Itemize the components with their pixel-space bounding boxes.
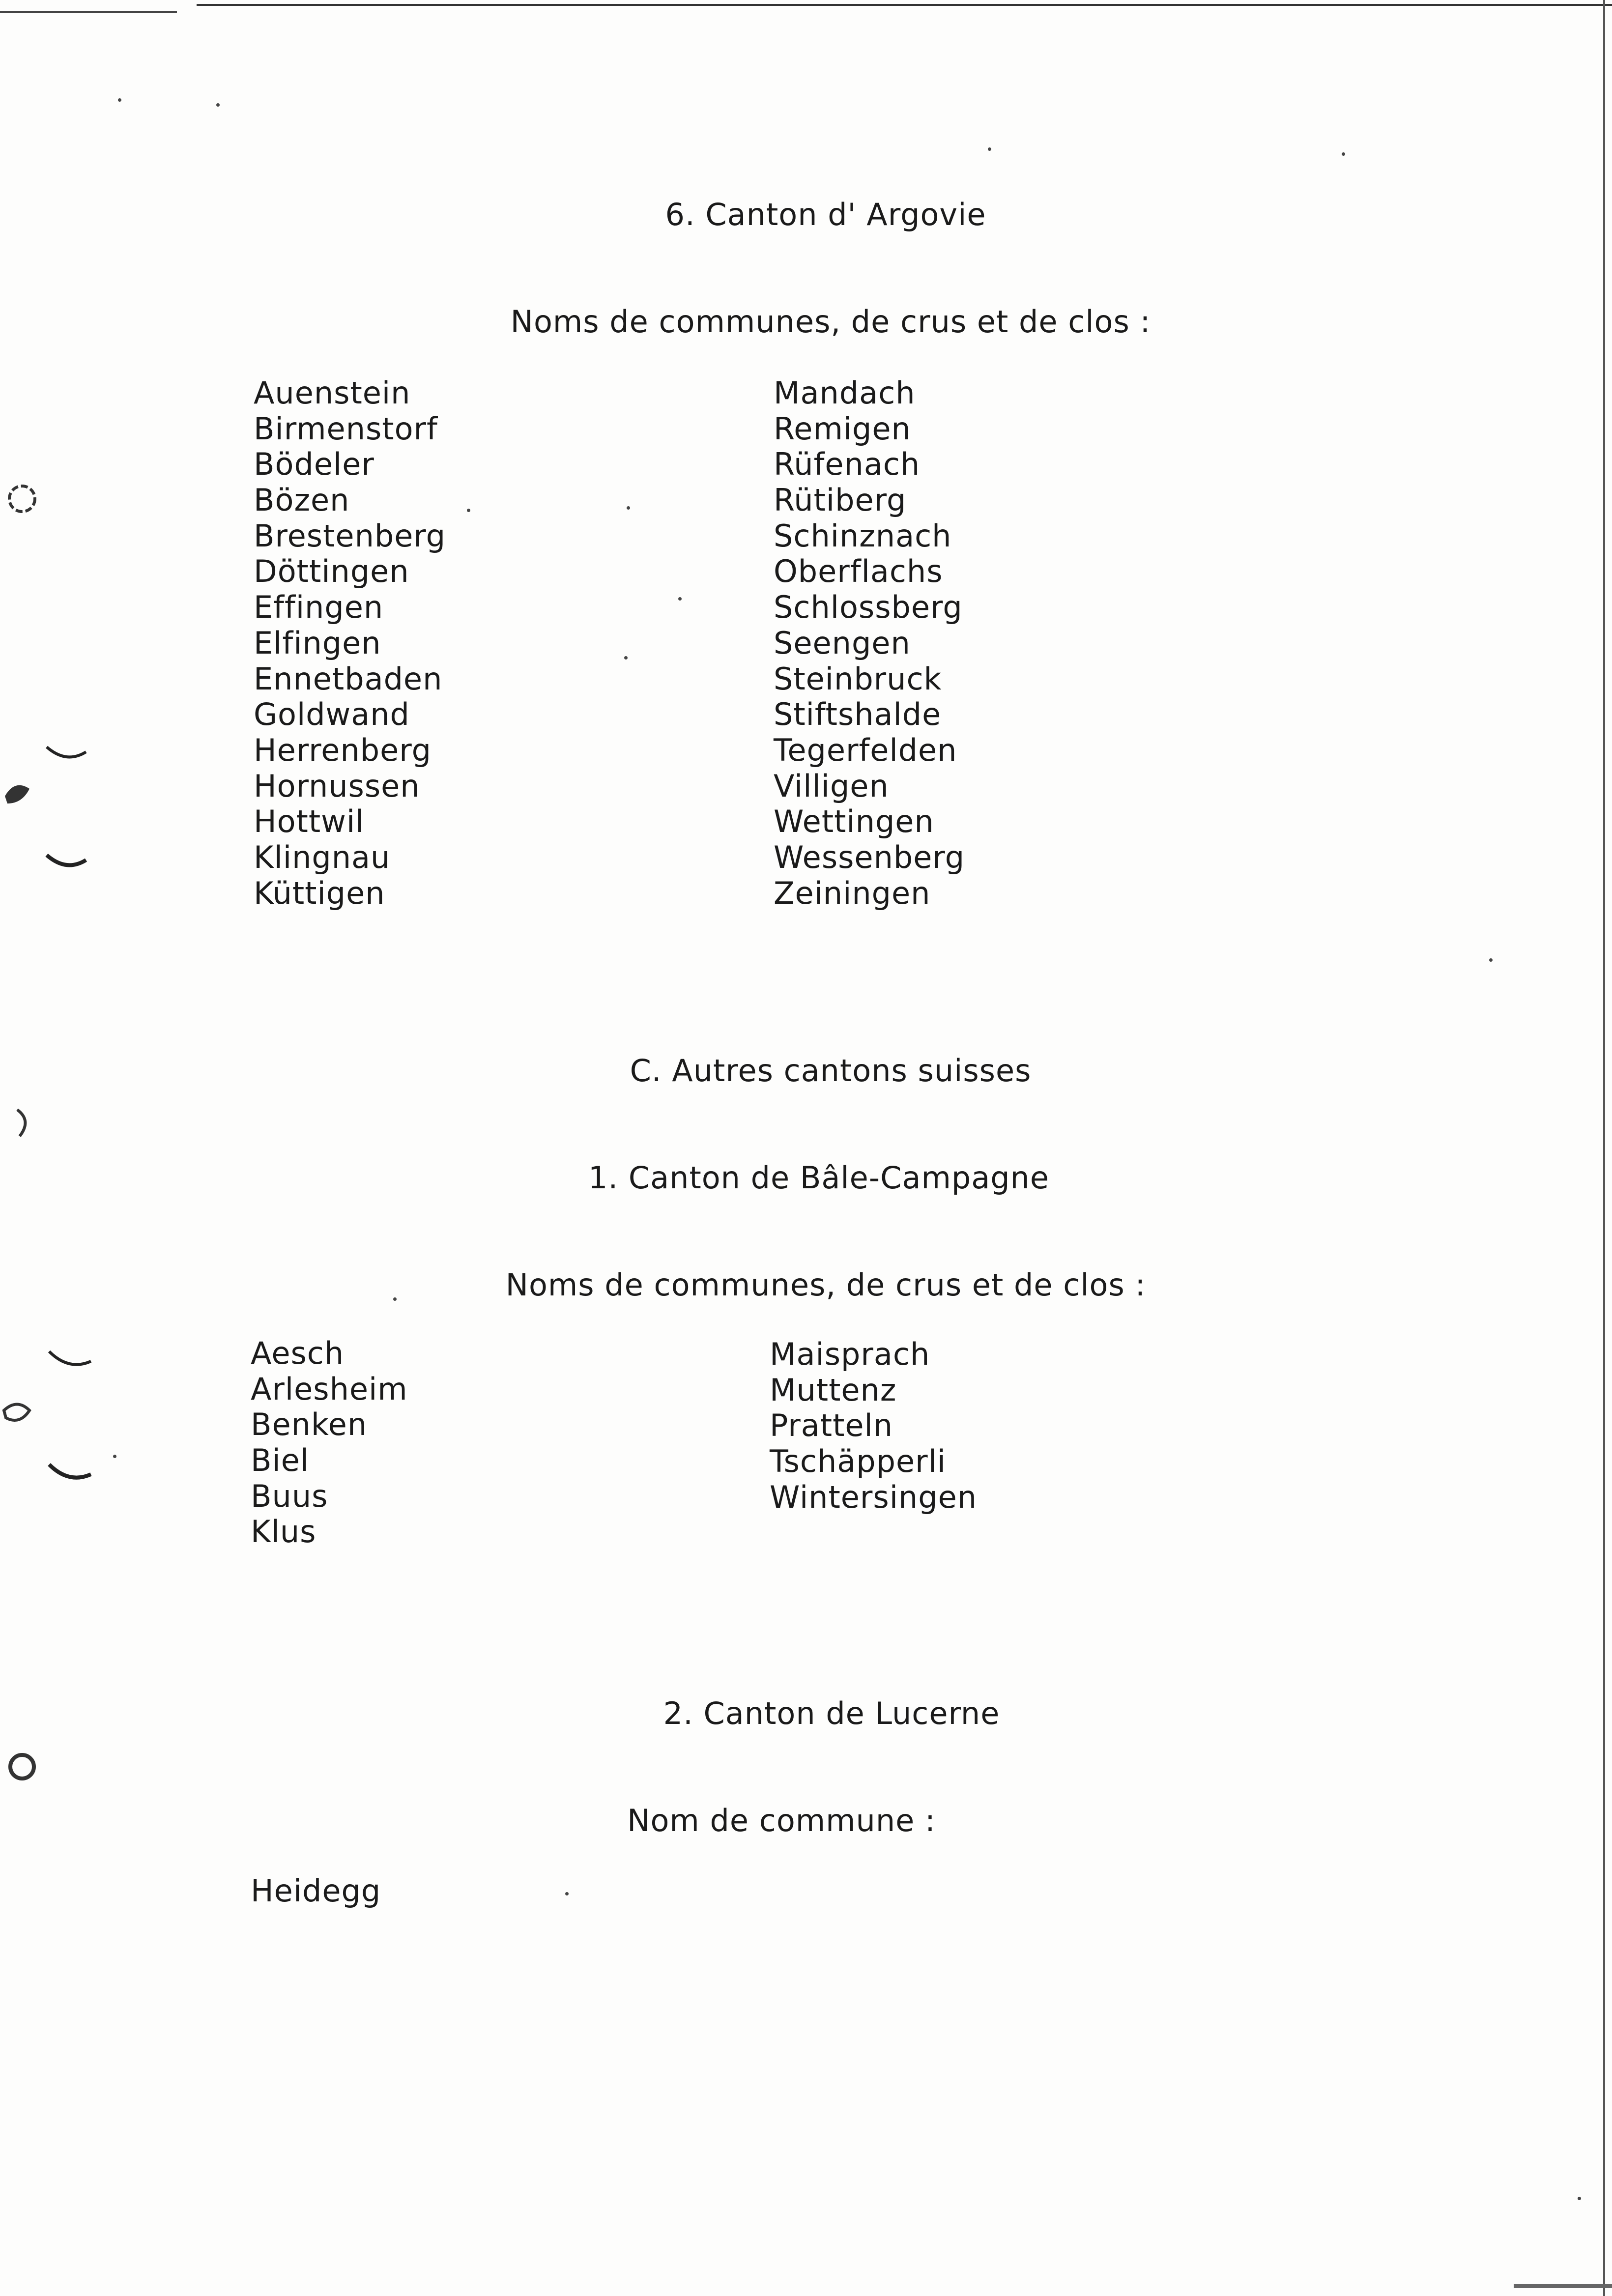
list-item: Villigen (774, 768, 889, 804)
list-item: Birmenstorf (254, 410, 438, 447)
list-item: Küttigen (254, 875, 385, 911)
list-item: Aesch (251, 1335, 345, 1371)
list-item: Remigen (774, 410, 911, 447)
section-heading-aargau: 6. Canton d' Argovie (665, 197, 986, 232)
lucerne-list (251, 1873, 381, 1909)
list-item: Bözen (254, 482, 350, 518)
list-item: Steinbruck (774, 660, 942, 697)
list-item: Maisprach (770, 1336, 930, 1372)
list-item: Wintersingen (770, 1479, 978, 1515)
list-item: Stiftshalde (774, 696, 942, 733)
list-item: Rüfenach (774, 446, 921, 483)
list-item: Klus (251, 1514, 317, 1550)
punch-hole-icon (5, 1750, 39, 1784)
scan-top-rule-left (0, 11, 177, 13)
section-heading-lucerne: 2. Canton de Lucerne (663, 1695, 1000, 1731)
list-item: Wettingen (774, 804, 934, 840)
list-item: Ennetbaden (254, 660, 443, 697)
list-item: Döttingen (254, 553, 409, 590)
list-item: Zeiningen (774, 875, 931, 911)
section-heading-basel: 1. Canton de Bâle-Campagne (588, 1160, 1049, 1196)
list-item: Herrenberg (254, 732, 432, 768)
list-item: Schinznach (774, 517, 952, 554)
list-item: Tschäpperli (770, 1443, 947, 1480)
list-item: Biel (251, 1442, 310, 1479)
list-item: Wessenberg (774, 839, 965, 875)
list-item: Klingnau (254, 839, 391, 875)
list-item: Schlossberg (774, 589, 963, 626)
punch-hole-icon (0, 776, 34, 811)
list-item: Effingen (254, 589, 384, 626)
scan-bottom-edge (1514, 2284, 1612, 2288)
list-item: Heidegg (251, 1873, 381, 1909)
scan-right-edge (1603, 0, 1605, 2296)
margin-mark-icon (47, 1327, 96, 1494)
list-item: Elfingen (254, 625, 381, 661)
list-item: Seengen (774, 625, 911, 661)
list-item: Hottwil (254, 804, 365, 840)
list-item: Buus (251, 1478, 328, 1514)
scan-top-rule (197, 4, 1612, 6)
list-item: Mandach (774, 375, 916, 411)
aargau-right-column (774, 375, 965, 911)
aargau-left-column (254, 375, 446, 911)
punch-hole-icon (5, 482, 39, 516)
list-item: Brestenberg (254, 517, 446, 554)
list-item: Muttenz (770, 1372, 897, 1408)
section-subheading-aargau: Noms de communes, de crus et de clos : (510, 304, 1151, 340)
list-item: Goldwand (254, 696, 410, 733)
list-item: Oberflachs (774, 553, 943, 590)
list-item: Arlesheim (251, 1371, 408, 1407)
list-item: Rütiberg (774, 482, 907, 518)
list-item: Pratteln (770, 1407, 893, 1444)
list-item: Bödeler (254, 446, 374, 483)
basel-right-column (770, 1337, 977, 1515)
list-item: Benken (251, 1406, 368, 1443)
list-item: Auenstein (254, 375, 411, 411)
list-item: Hornussen (254, 768, 420, 804)
section-subheading-lucerne: Nom de commune : (627, 1803, 936, 1838)
punch-hole-icon (0, 1396, 34, 1430)
section-heading-c: C. Autres cantons suisses (630, 1053, 1032, 1089)
section-subheading-basel: Noms de communes, de crus et de clos : (505, 1267, 1146, 1303)
basel-left-column (251, 1336, 408, 1550)
punch-hole-icon (2, 1106, 37, 1140)
list-item: Tegerfelden (774, 732, 957, 768)
margin-mark-icon (44, 737, 93, 894)
